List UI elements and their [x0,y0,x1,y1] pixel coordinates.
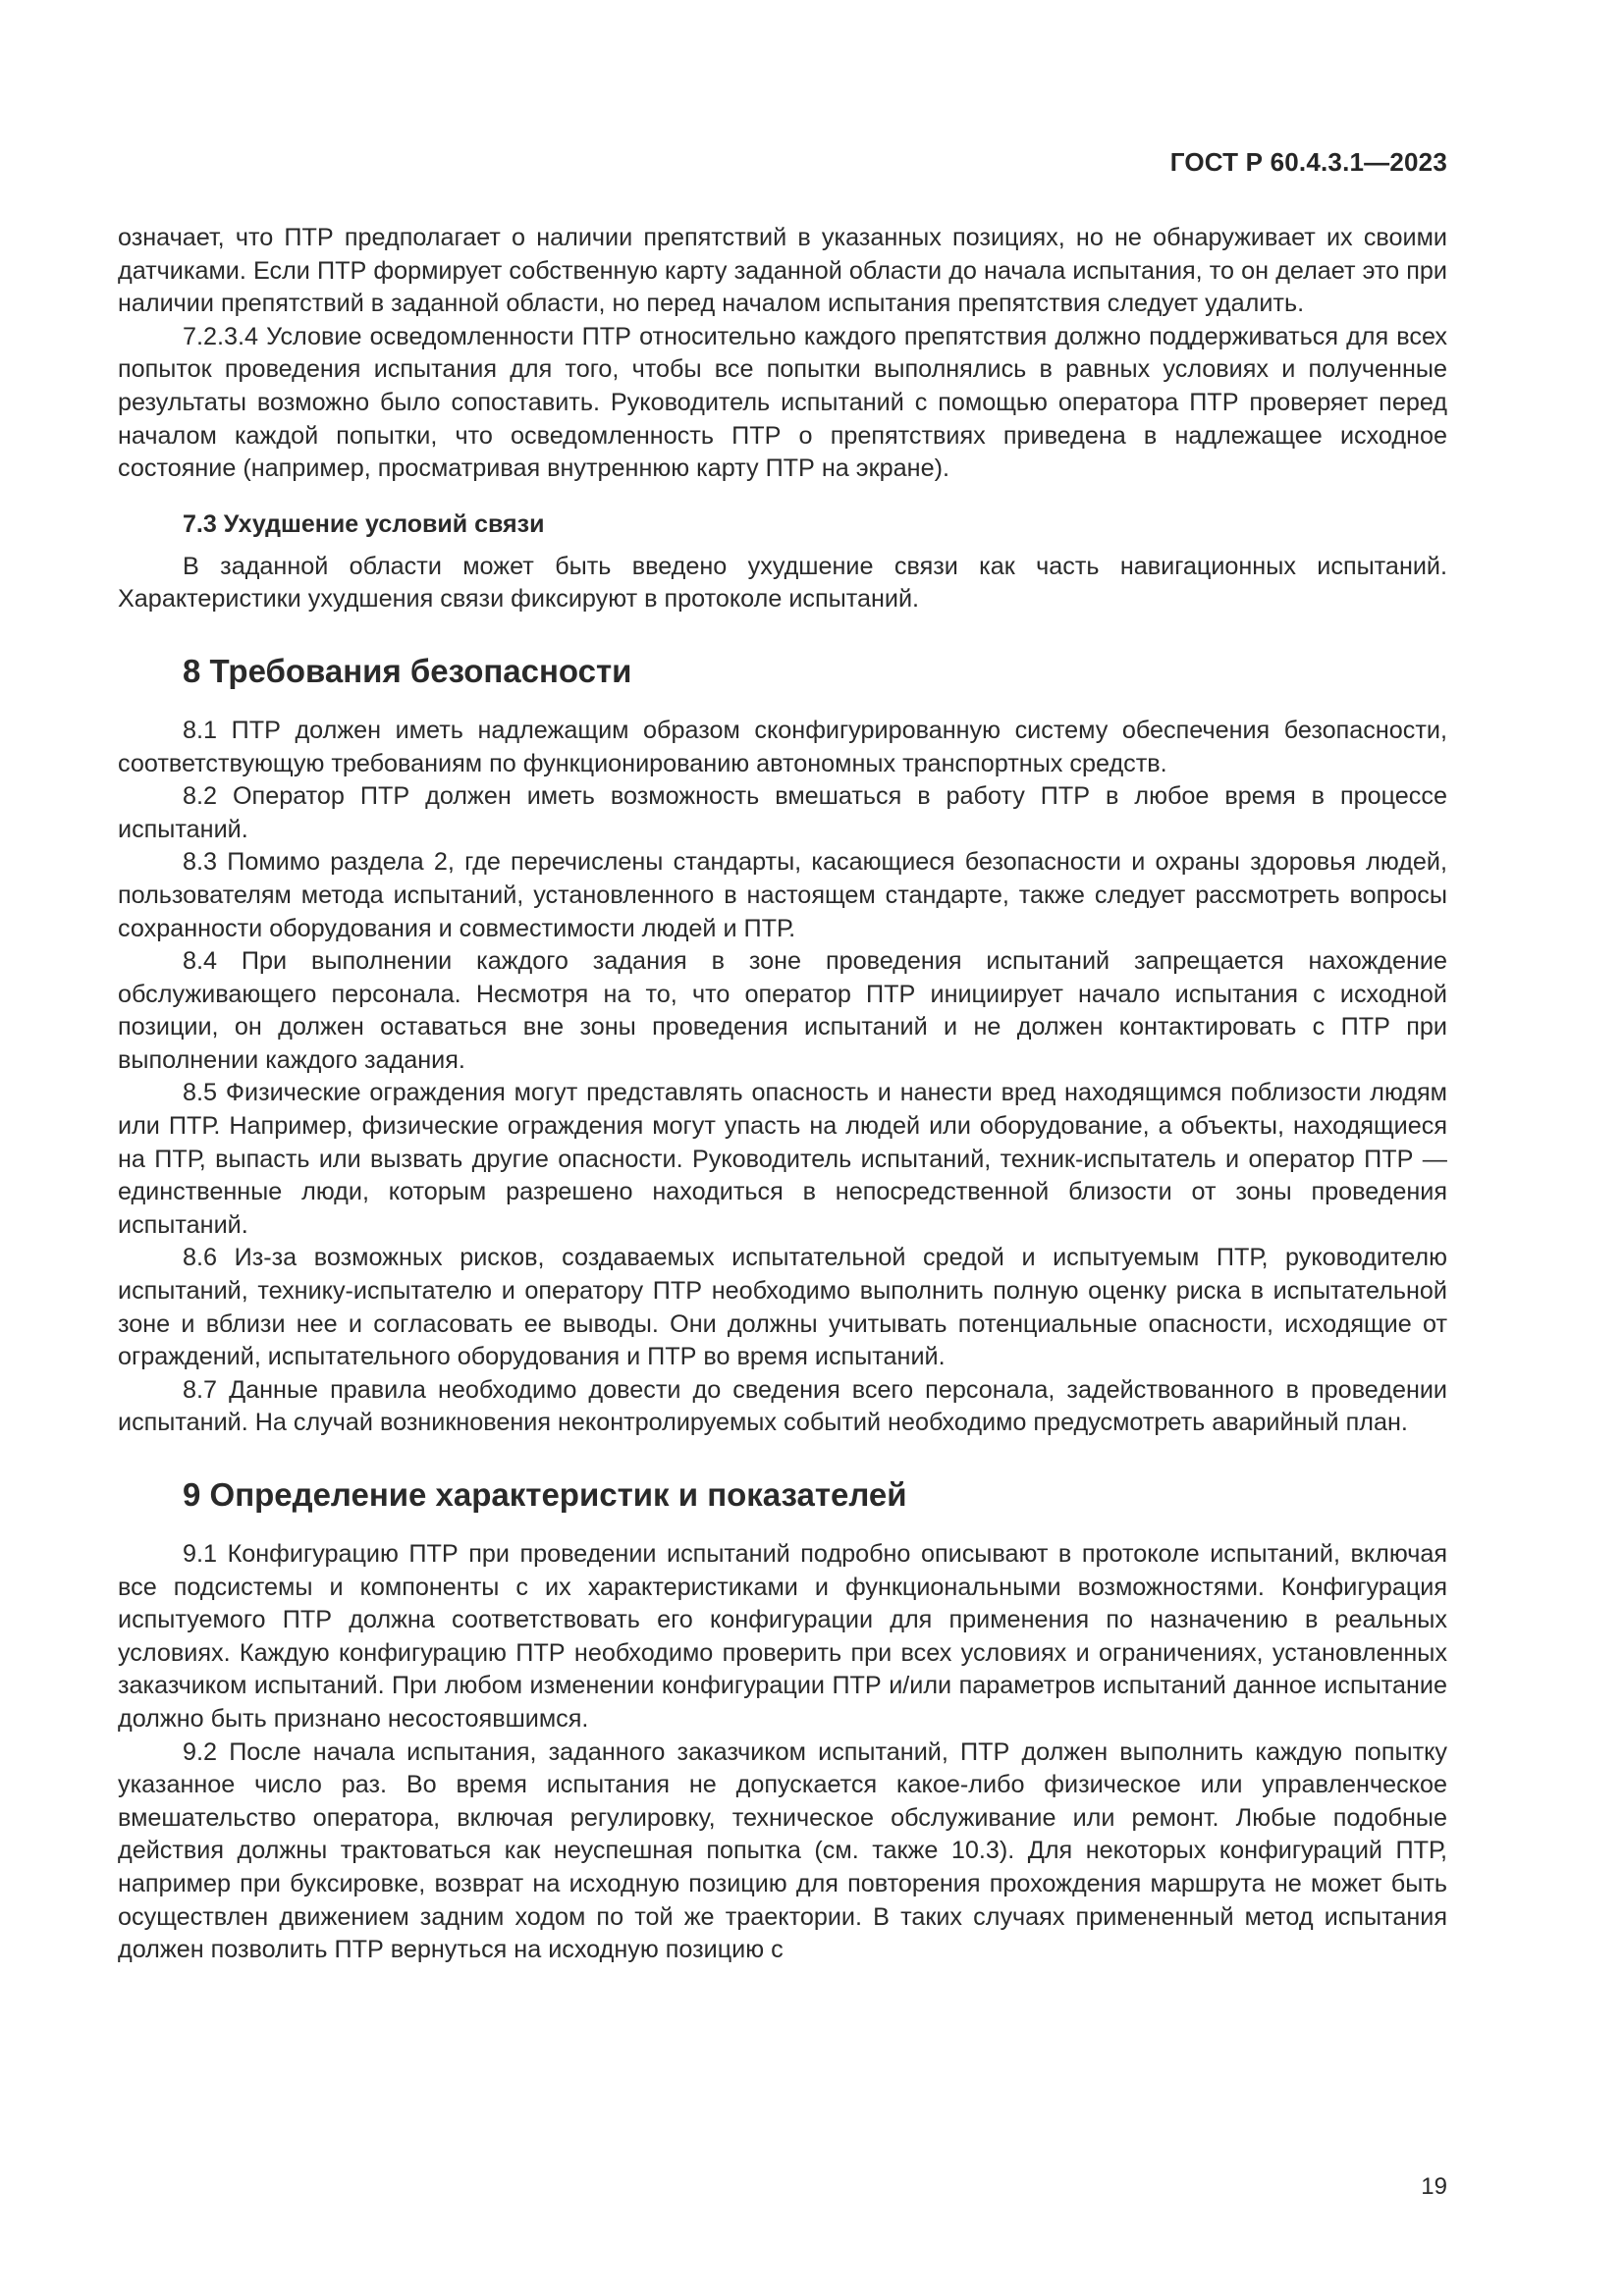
paragraph-continuation: означает, что ПТР предполагает о наличии препятствий в указанных позициях, но не обнаруживает их своими датчиками. Если ПТР формирует собственную карту заданной области до начала испытания, то он делает это при наличии препятствий в заданной области, но перед началом испытания препятствия следует удалить. [118,224,1447,318]
paragraph-8-3: 8.3 Помимо раздела 2, где перечислены стандарты, касающиеся безопасности и охраны здоровья людей, пользователям метода испытаний, установленного в настоящем стандарте, также следует рассмотреть вопросы сохранности оборудования и совместимости людей и ПТР. [118,848,1447,942]
paragraph-8-5: 8.5 Физические ограждения могут представлять опасность и нанести вред находящимся поблизости людям или ПТР. Например, физические ограждения могут упасть на людей или оборудование, а объекты, находящиеся на ПТР, выпасть или вызвать другие опасности. Руководитель испытаний, техник-испытатель и оператор ПТР — единственные люди, которым разрешено находиться в непосредственной близости от зоны проведения испытаний. [118,1079,1447,1239]
paragraph-8-2: 8.2 Оператор ПТР должен иметь возможность вмешаться в работу ПТР в любое время в процессе испытаний. [118,782,1447,843]
document-header-id: ГОСТ Р 60.4.3.1—2023 [1169,147,1447,177]
paragraph-8-1: 8.1 ПТР должен иметь надлежащим образом сконфигурированную систему обеспечения безопасности, соответствующую требованиям по функционированию автономных транспортных средств. [118,716,1447,777]
page-number: 19 [1421,2173,1447,2200]
section-heading-9: 9 Определение характеристик и показателей [183,1476,907,1513]
document-body [118,222,1447,1967]
paragraph-9-1: 9.1 Конфигурацию ПТР при проведении испытаний подробно описывают в протоколе испытаний, включая все подсистемы и компоненты с их характеристиками и функциональными возможностями. Конфигурация испытуемого ПТР должна соответствовать его конфигурации для применения по назначению в реальных условиях. Каждую конфигурацию ПТР необходимо проверить при всех условиях и ограничениях, установленных заказчиком испытаний. При любом изменении конфигурации ПТР и/или параметров испытаний данное испытание должно быть признано несостоявшимся. [118,1540,1447,1733]
paragraph-8-6: 8.6 Из-за возможных рисков, создаваемых испытательной средой и испытуемым ПТР, руководителю испытаний, технику-испытателю и оператору ПТР необходимо выполнить полную оценку риска в испытательной зоне и вблизи нее и согласовать ее выводы. Они должны учитывать потенциальные опасности, исходящие от ограждений, испытательного оборудования и ПТР во время испытаний. [118,1244,1447,1371]
paragraph-8-7: 8.7 Данные правила необходимо довести до сведения всего персонала, задействованного в проведении испытаний. На случай возникновения неконтролируемых событий необходимо предусмотреть аварийный план. [118,1375,1447,1437]
subsection-heading-7-3: 7.3 Ухудшение условий связи [183,509,545,538]
paragraph-8-4: 8.4 При выполнении каждого задания в зоне проведения испытаний запрещается нахождение обслуживающего персонала. Несмотря на то, что оператор ПТР инициирует начало испытания с исходной позиции, он должен оставаться вне зоны проведения испытаний и не должен контактировать с ПТР при выполнении каждого задания. [118,947,1447,1074]
paragraph-9-2: 9.2 После начала испытания, заданного заказчиком испытаний, ПТР должен выполнить каждую попытку указанное число раз. Во время испытания не допускается какое-либо физическое или управленческое вмешательство оператора, включая регулировку, техническое обслуживание или ремонт. Любые подобные действия должны трактоваться как неуспешная попытка (см. также 10.3). Для некоторых конфигураций ПТР, например при буксировке, возврат на исходную позицию для повторения прохождения маршрута не может быть осуществлен движением задним ходом по той же траектории. В таких случаях примененный метод испытания должен позволить ПТР вернуться на исходную позицию с [118,1737,1447,1964]
paragraph-7-2-3-4: 7.2.3.4 Условие осведомленности ПТР относительно каждого препятствия должно поддерживаться для всех попыток проведения испытания для того, чтобы все попытки выполнялись в равных условиях и полученные результаты возможно было сопоставить. Руководитель испытаний с помощью оператора ПТР проверяет перед началом каждой попытки, что осведомленность ПТР о препятствиях приведена в надлежащее исходное состояние (например, просматривая внутреннюю карту ПТР на экране). [118,322,1447,483]
paragraph-7-3: В заданной области может быть введено ухудшение связи как часть навигационных испытаний. Характеристики ухудшения связи фиксируют в протоколе испытаний. [118,552,1447,614]
section-heading-8: 8 Требования безопасности [183,652,632,689]
